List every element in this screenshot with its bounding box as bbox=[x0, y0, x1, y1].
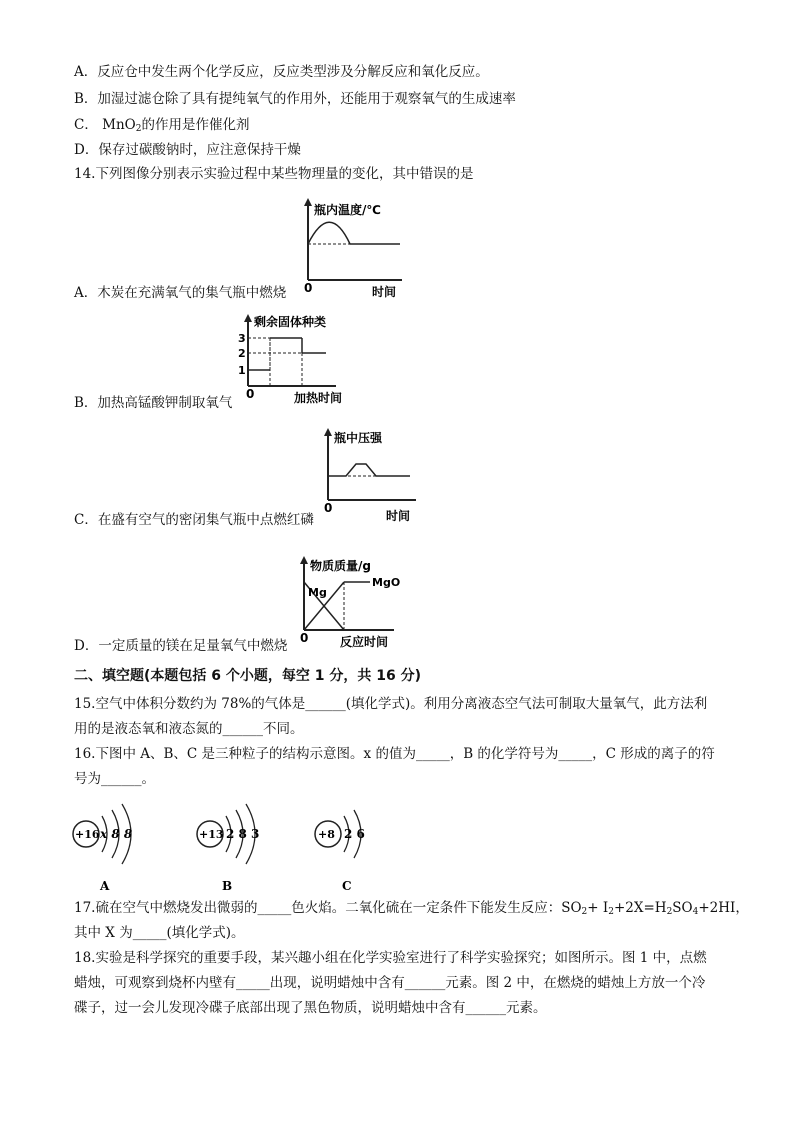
graph-a-ylabel: 瓶内温度/℃ bbox=[314, 203, 381, 217]
graph-d-origin: 0 bbox=[300, 631, 309, 645]
graph-a-xlabel: 时间 bbox=[372, 285, 397, 299]
q16-line-1: 16.下图中 A、B、C 是三种粒子的结构示意图。x 的值为_____，B 的化学符号为_____，C 形成的离子的符 bbox=[74, 746, 715, 762]
q18-line-3: 碟子，过一会儿发现冷碟子底部出现了黑色物质，说明蜡烛中含有______元素。 bbox=[74, 1000, 547, 1016]
q17-line-1 bbox=[74, 898, 749, 922]
q14-stem: 14.下列图像分别表示实验过程中某些物理量的变化，其中错误的是 bbox=[74, 166, 474, 182]
graph-b bbox=[236, 312, 366, 412]
graph-b-y-arrow bbox=[244, 314, 252, 322]
atom-a-shells: x 8 8 bbox=[100, 827, 133, 841]
q13-option-c-suffix: 的作用是作催化剂 bbox=[141, 117, 250, 133]
q13-option-d: D．保存过碳酸钠时，应注意保持干燥 bbox=[74, 142, 301, 158]
q15-line-2: 用的是液态氧和液态氮的______不同。 bbox=[74, 721, 304, 737]
atom-b-label: B bbox=[222, 879, 233, 893]
graph-a-y-arrow bbox=[304, 198, 312, 206]
q17-sub-4: 4 bbox=[692, 907, 699, 917]
q13-option-a: A．反应仓中发生两个化学反应，反应类型涉及分解反应和氧化反应。 bbox=[74, 64, 489, 80]
graph-b-tick-2: 2 bbox=[238, 347, 246, 360]
atom-c-shells: 2 6 bbox=[344, 827, 365, 841]
q18-line-1: 18.实验是科学探究的重要手段，某兴趣小组在化学实验室进行了科学实验探究；如图所示。图 1 中，点燃 bbox=[74, 950, 707, 966]
q17-sub-3: 2 bbox=[666, 907, 673, 917]
graph-c bbox=[316, 424, 426, 528]
atom-a-nucleus: +16 bbox=[75, 828, 100, 841]
graph-a bbox=[290, 196, 410, 304]
atom-b-diagram bbox=[194, 792, 294, 900]
atom-a-diagram bbox=[70, 792, 170, 900]
graph-b-tick-3: 3 bbox=[238, 332, 246, 345]
q17-text-d: SO bbox=[672, 900, 693, 916]
q13-option-c-prefix: C． MnO bbox=[74, 117, 136, 133]
graph-b-origin: 0 bbox=[246, 387, 255, 401]
q13-option-c bbox=[74, 115, 249, 139]
q17-sub-1: 2 bbox=[581, 907, 588, 917]
graph-d-label-mg: Mg bbox=[308, 586, 327, 599]
graph-b-ylabel: 剩余固体种类 bbox=[254, 315, 327, 329]
section-2-heading: 二、填空题(本题包括 6 个小题，每空 1 分，共 16 分) bbox=[74, 668, 422, 684]
atom-b-shells: 2 8 3 bbox=[226, 827, 260, 841]
q18-line-2: 蜡烛，可观察到烧杯内壁有_____出现，说明蜡烛中含有______元素。图 2 中，在燃烧的蜡烛上方放一个冷 bbox=[74, 975, 706, 991]
atom-c-diagram bbox=[312, 792, 402, 900]
graph-b-tick-1: 1 bbox=[238, 364, 246, 377]
graph-d-y-arrow bbox=[300, 556, 308, 564]
atom-a-label: A bbox=[100, 879, 110, 893]
graph-b-xlabel: 加热时间 bbox=[294, 391, 343, 405]
atom-c-nucleus: +8 bbox=[318, 828, 335, 841]
atom-b-nucleus: +13 bbox=[199, 828, 224, 841]
graph-c-y-arrow bbox=[324, 428, 332, 436]
q14-option-b: B．加热高锰酸钾制取氧气 bbox=[74, 395, 233, 411]
q17-sub-2: 2 bbox=[608, 907, 614, 917]
q17-text-a: 17.硫在空气中燃烧发出微弱的_____色火焰。二氧化硫在一定条件下能发生反应：SO bbox=[74, 900, 582, 916]
graph-c-ylabel: 瓶中压强 bbox=[334, 431, 383, 445]
q14-option-d: D．一定质量的镁在足量氧气中燃烧 bbox=[74, 638, 288, 654]
atom-c-label: C bbox=[342, 879, 352, 893]
q17-line-2: 其中 X 为_____(填化学式)。 bbox=[74, 925, 245, 941]
q17-text-e: +2HI， bbox=[698, 900, 749, 916]
graph-d-xlabel: 反应时间 bbox=[340, 635, 389, 649]
graph-d bbox=[288, 548, 418, 656]
graph-a-origin: 0 bbox=[304, 281, 313, 295]
graph-d-label-mgo: MgO bbox=[372, 576, 401, 589]
graph-d-ylabel: 物质质量/g bbox=[310, 559, 371, 573]
q17-text-c: +2X=H bbox=[613, 900, 667, 916]
graph-c-xlabel: 时间 bbox=[386, 509, 411, 523]
q13-option-b: B．加湿过滤仓除了具有提纯氧气的作用外，还能用于观察氧气的生成速率 bbox=[74, 91, 516, 107]
q15-line-1: 15.空气中体积分数约为 78%的气体是______(填化学式)。利用分离液态空气法可制取大量氧气，此方法利 bbox=[74, 696, 708, 712]
q17-text-b: + I bbox=[587, 900, 609, 916]
q14-option-a: A．木炭在充满氧气的集气瓶中燃烧 bbox=[74, 285, 287, 301]
graph-c-origin: 0 bbox=[324, 501, 333, 515]
graph-c-curve bbox=[328, 464, 410, 476]
q13-option-c-sub: 2 bbox=[135, 124, 142, 134]
q14-option-c: C．在盛有空气的密闭集气瓶中点燃红磷 bbox=[74, 512, 314, 528]
q16-line-2: 号为______。 bbox=[74, 771, 155, 787]
graph-a-curve bbox=[308, 222, 400, 244]
